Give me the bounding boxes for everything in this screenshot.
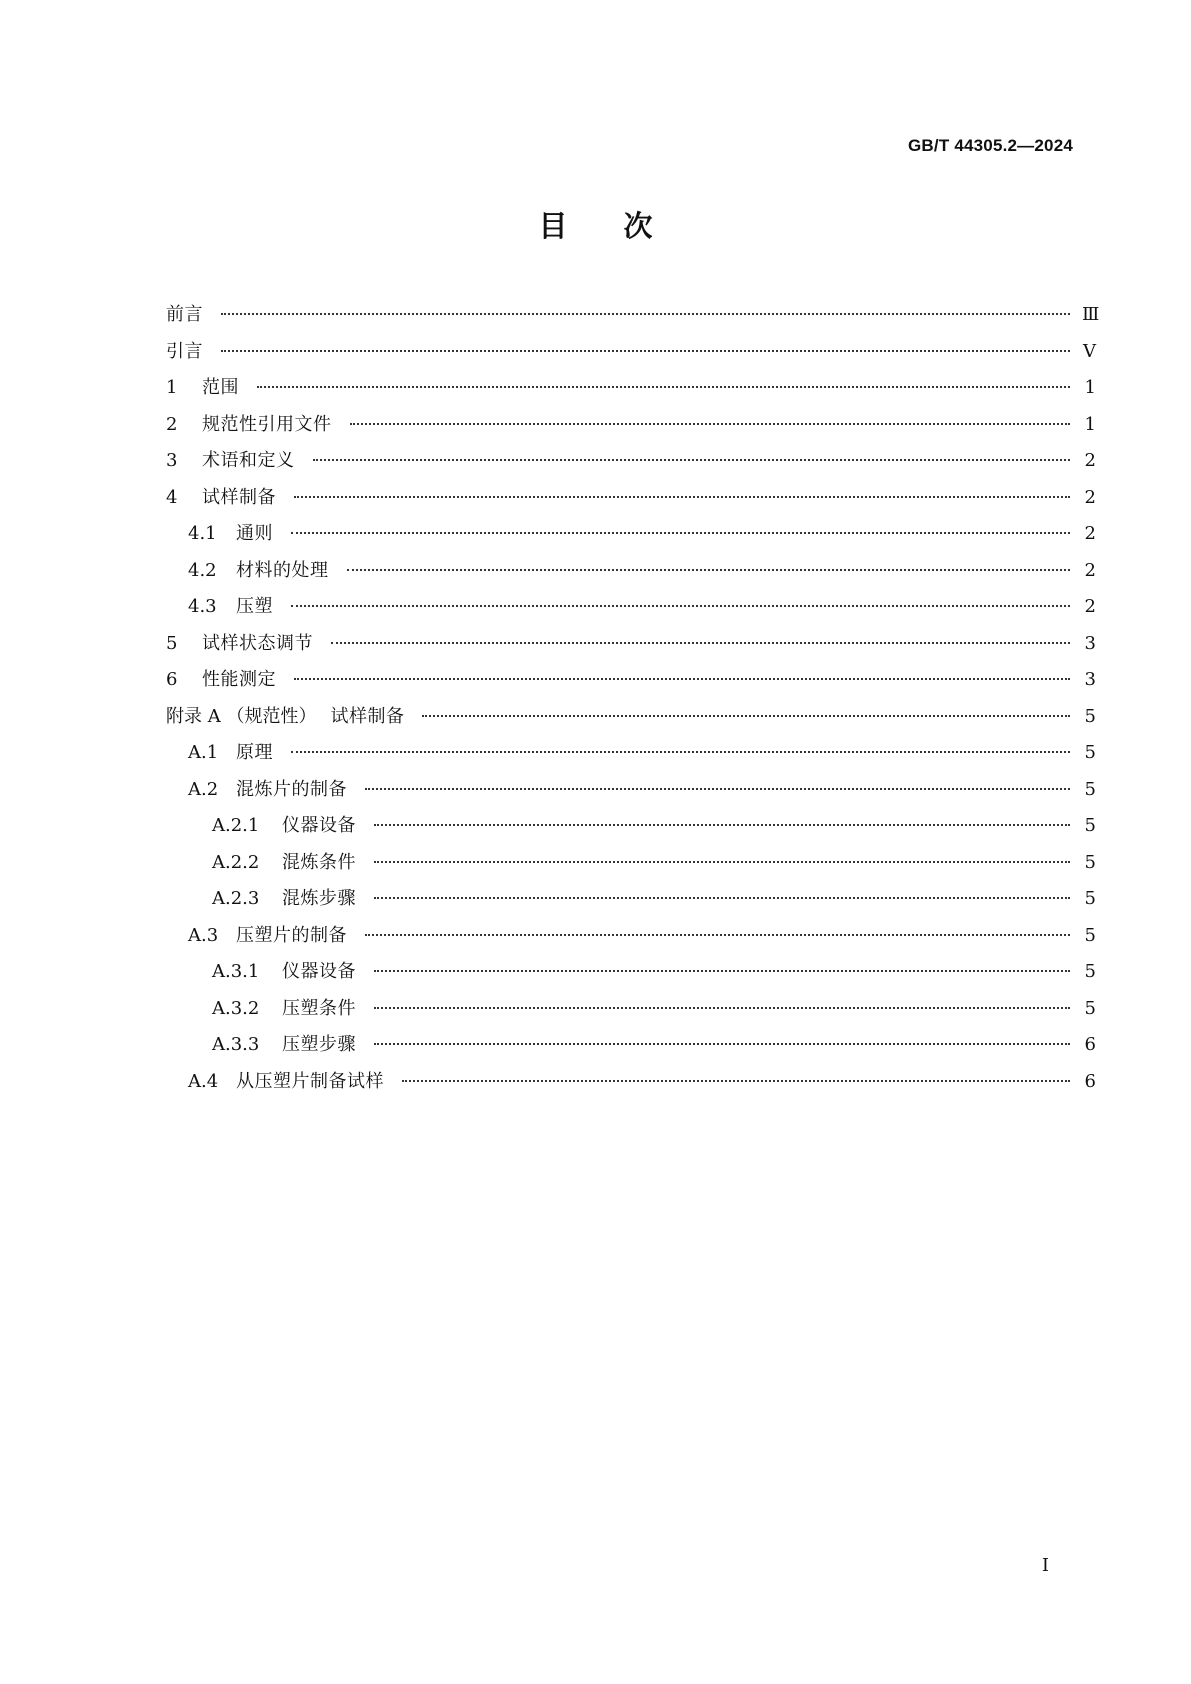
toc-entry-number: A.2 (188, 778, 219, 800)
toc-entry-page: 2 (1084, 450, 1096, 471)
toc-entry-page: 2 (1084, 596, 1096, 617)
toc-entry-page: 6 (1084, 1034, 1096, 1055)
toc-entry-page: 5 (1084, 778, 1096, 800)
toc-entry-label: 试样状态调节 (202, 632, 313, 654)
toc-entry-page: 2 (1084, 486, 1096, 508)
toc-entry-number: 3 (166, 450, 178, 471)
toc-entry[interactable] (166, 373, 1096, 410)
toc-entry-number: A.2.3 (212, 888, 260, 909)
toc-entry-page: 5 (1084, 815, 1096, 836)
toc-entry[interactable] (166, 446, 1096, 483)
toc-entry[interactable] (166, 483, 1096, 520)
page-title: 目次 (538, 209, 709, 243)
dot-leader (374, 1043, 1070, 1045)
toc-entry-page: 5 (1084, 705, 1096, 727)
toc-entry-number: A.3 (188, 924, 219, 946)
toc-entry-page: Ⅴ (1083, 340, 1096, 362)
toc-entry-number: A.3.1 (212, 961, 260, 982)
toc-entry[interactable] (166, 592, 1096, 629)
toc-entry-label: 仪器设备 (282, 961, 356, 982)
toc-entry-label: 材料的处理 (236, 559, 329, 581)
toc-entry-number: A.4 (188, 1070, 219, 1092)
toc-entry-label: 压塑 (236, 596, 273, 617)
toc-entry[interactable] (166, 337, 1096, 374)
toc-entry-label: 压塑条件 (282, 997, 356, 1019)
toc-entry[interactable] (166, 811, 1096, 848)
dot-leader (402, 1080, 1070, 1082)
dot-leader (291, 751, 1070, 753)
toc-entry-page: 2 (1084, 523, 1096, 544)
toc-entry-label: 试样制备 (330, 705, 405, 727)
toc-entry-page: 3 (1084, 632, 1096, 654)
toc-entry[interactable] (166, 738, 1096, 775)
toc-entry-page: 5 (1084, 888, 1096, 909)
toc-entry-page: 1 (1084, 413, 1096, 435)
toc-entry-label: 从压塑片制备试样 (236, 1070, 384, 1092)
toc-entry-label: 原理 (236, 742, 273, 763)
toc-entry-label: 压塑步骤 (282, 1034, 356, 1055)
dot-leader (347, 569, 1071, 571)
toc-entry-label: 混炼步骤 (282, 888, 356, 909)
toc-entry-page: 5 (1084, 997, 1096, 1019)
dot-leader (294, 496, 1070, 498)
toc-entry[interactable] (166, 665, 1096, 702)
toc-entry-number: 4.3 (188, 596, 217, 617)
toc-entry-number: A.1 (188, 742, 219, 763)
toc-entry[interactable] (166, 410, 1096, 447)
dot-leader (422, 715, 1070, 717)
toc-entry-number: 4 (166, 486, 178, 508)
toc-entry[interactable] (166, 848, 1096, 885)
toc-entry-page: 2 (1084, 559, 1096, 581)
toc-entry-label: 试样制备 (202, 486, 276, 508)
dot-leader (291, 532, 1070, 534)
toc-entry[interactable] (166, 556, 1096, 593)
dot-leader (294, 678, 1070, 680)
toc-entry-number: 6 (166, 669, 178, 690)
toc-entry-label: 混炼片的制备 (236, 778, 347, 800)
toc-entry-page: 5 (1084, 742, 1096, 763)
toc-entry-page: 3 (1084, 669, 1096, 690)
dot-leader (313, 459, 1071, 461)
toc-entry[interactable] (166, 300, 1100, 337)
toc-entry-label: 范围 (202, 377, 239, 398)
dot-leader (331, 642, 1070, 644)
dot-leader (221, 350, 1070, 352)
toc-entry[interactable] (166, 629, 1096, 666)
toc-entry-number: 5 (166, 632, 178, 654)
toc-entry-page: 5 (1084, 961, 1096, 982)
dot-leader (350, 423, 1071, 425)
dot-leader (365, 788, 1070, 790)
dot-leader (374, 1007, 1070, 1009)
toc-entry[interactable] (166, 702, 1096, 739)
toc-entry[interactable] (166, 1030, 1096, 1067)
toc-entry[interactable] (166, 994, 1096, 1031)
toc-entry[interactable] (166, 884, 1096, 921)
toc-entry-label: 性能测定 (202, 669, 276, 690)
toc-entry[interactable] (166, 921, 1096, 958)
dot-leader (374, 824, 1070, 826)
toc-entry-label: 前言 (166, 304, 203, 325)
dot-leader (374, 861, 1070, 863)
toc-entry-number: 4.2 (188, 559, 217, 581)
toc-entry-label: 术语和定义 (202, 450, 295, 471)
toc-entry-page: 5 (1084, 851, 1096, 873)
toc-entry-label: 引言 (166, 340, 203, 362)
toc-entry-number: A.3.2 (212, 997, 260, 1019)
toc-entry[interactable] (166, 775, 1096, 812)
toc-entry-label: 混炼条件 (282, 851, 356, 873)
toc-entry-label: 压塑片的制备 (236, 924, 347, 946)
toc-entry[interactable] (166, 519, 1096, 556)
dot-leader (365, 934, 1070, 936)
toc-entry-number: 附录 A （规范性） (166, 705, 317, 727)
toc-entry-page: Ⅲ (1082, 304, 1100, 325)
toc-entry[interactable] (166, 957, 1096, 994)
dot-leader (291, 605, 1070, 607)
toc-entry-number: A.3.3 (212, 1034, 260, 1055)
table-of-contents (166, 300, 1100, 1103)
toc-entry-page: 6 (1084, 1070, 1096, 1092)
toc-entry-page: 1 (1084, 377, 1096, 398)
dot-leader (221, 313, 1070, 315)
toc-entry-number: A.2.2 (212, 851, 260, 873)
toc-entry-number: 2 (166, 413, 178, 435)
toc-entry-number: A.2.1 (212, 815, 260, 836)
toc-entry-number: 4.1 (188, 523, 217, 544)
dot-leader (257, 386, 1070, 388)
toc-entry-number: 1 (166, 377, 178, 398)
toc-entry-label: 仪器设备 (282, 815, 356, 836)
toc-entry-page: 5 (1084, 924, 1096, 946)
toc-entry[interactable] (166, 1067, 1096, 1104)
dot-leader (374, 897, 1070, 899)
standard-code: GB/T 44305.2—2024 (908, 136, 1073, 155)
dot-leader (374, 970, 1070, 972)
toc-entry-label: 规范性引用文件 (202, 413, 332, 435)
page-number: Ⅰ (1041, 1555, 1049, 1576)
toc-entry-label: 通则 (236, 523, 273, 544)
